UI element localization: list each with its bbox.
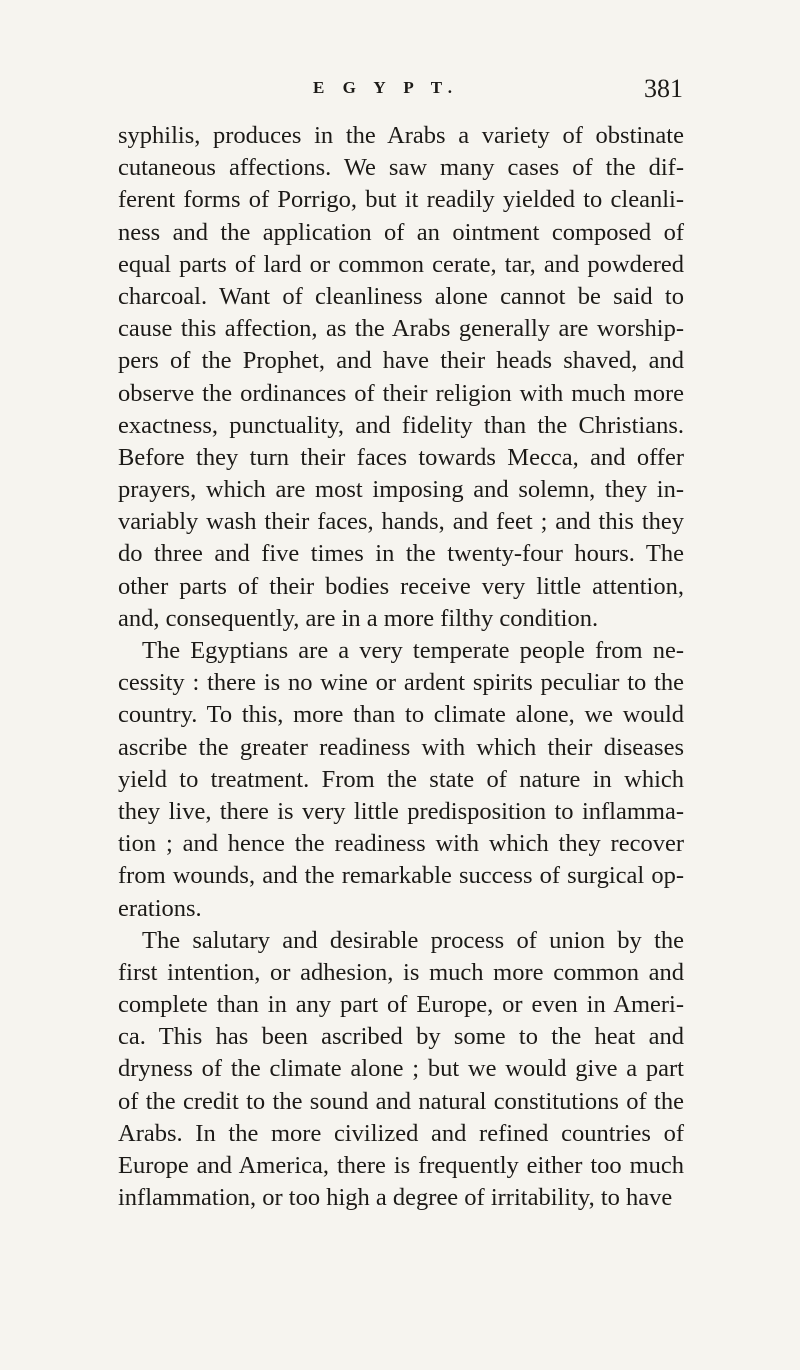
text-line: observe the ordinances of their religion with much more <box>118 379 684 407</box>
text-line: of the credit to the sound and natural constitutions of the <box>118 1087 684 1115</box>
text-line: inflammation, or too high a degree of irritability, to have <box>118 1184 673 1212</box>
text-line: dryness of the climate alone ; but we would give a part <box>118 1055 684 1083</box>
text-line: cause this affection, as the Arabs generally are worship- <box>118 315 684 343</box>
text-line: from wounds, and the remarkable success of surgical op- <box>118 862 684 890</box>
text-line: ascribe the greater readiness with which their diseases <box>118 733 684 761</box>
text-line: first intention, or adhesion, is much more common and <box>118 958 684 986</box>
text-line: prayers, which are most imposing and solemn, they in- <box>118 476 684 504</box>
text-line: charcoal. Want of cleanliness alone cannot be said to <box>118 282 684 310</box>
text-line: other parts of their bodies receive very little attention, <box>118 572 684 600</box>
text-line: yield to treatment. From the state of nature in which <box>118 765 684 793</box>
text-line: ca. This has been ascribed by some to the heat and <box>118 1023 684 1051</box>
page-number: 381 <box>644 74 683 103</box>
running-head <box>258 74 683 106</box>
text-line: exactness, punctuality, and fidelity than the Christians. <box>118 411 684 439</box>
text-line: they live, there is very little predisposition to inflamma- <box>118 797 684 825</box>
text-line: ferent forms of Porrigo, but it readily yielded to cleanli- <box>118 186 684 214</box>
text-line: The salutary and desirable process of union by the <box>142 926 684 954</box>
text-line: The Egyptians are a very temperate people from ne- <box>142 637 684 664</box>
running-head-title: E G Y P T. <box>313 78 460 97</box>
text-line: complete than in any part of Europe, or even in Ameri- <box>118 991 684 1019</box>
text-line: tion ; and hence the readiness with which they recover <box>118 830 684 858</box>
text-line: do three and five times in the twenty-four hours. The <box>118 540 684 568</box>
text-line: Before they turn their faces towards Mecca, and offer <box>118 443 684 471</box>
text-line: country. To this, more than to climate alone, we would <box>118 701 684 729</box>
text-line: Arabs. In the more civilized and refined countries of <box>118 1119 684 1147</box>
text-line: equal parts of lard or common cerate, tar, and powdered <box>118 250 684 278</box>
text-line: cessity : there is no wine or ardent spirits peculiar to the <box>118 669 684 697</box>
text-line: pers of the Prophet, and have their heads shaved, and <box>118 347 684 375</box>
text-line: and, consequently, are in a more filthy condition. <box>118 604 599 632</box>
text-line: erations. <box>118 894 202 922</box>
text-line: Europe and America, there is frequently either too much <box>118 1152 684 1179</box>
text-line: ness and the application of an ointment composed of <box>118 218 684 246</box>
text-line: syphilis, produces in the Arabs a variety of obstinate <box>118 122 684 149</box>
body-text <box>118 120 684 1214</box>
text-line: cutaneous affections. We saw many cases of the dif- <box>118 154 684 182</box>
text-line: variably wash their faces, hands, and feet ; and this they <box>118 508 684 536</box>
